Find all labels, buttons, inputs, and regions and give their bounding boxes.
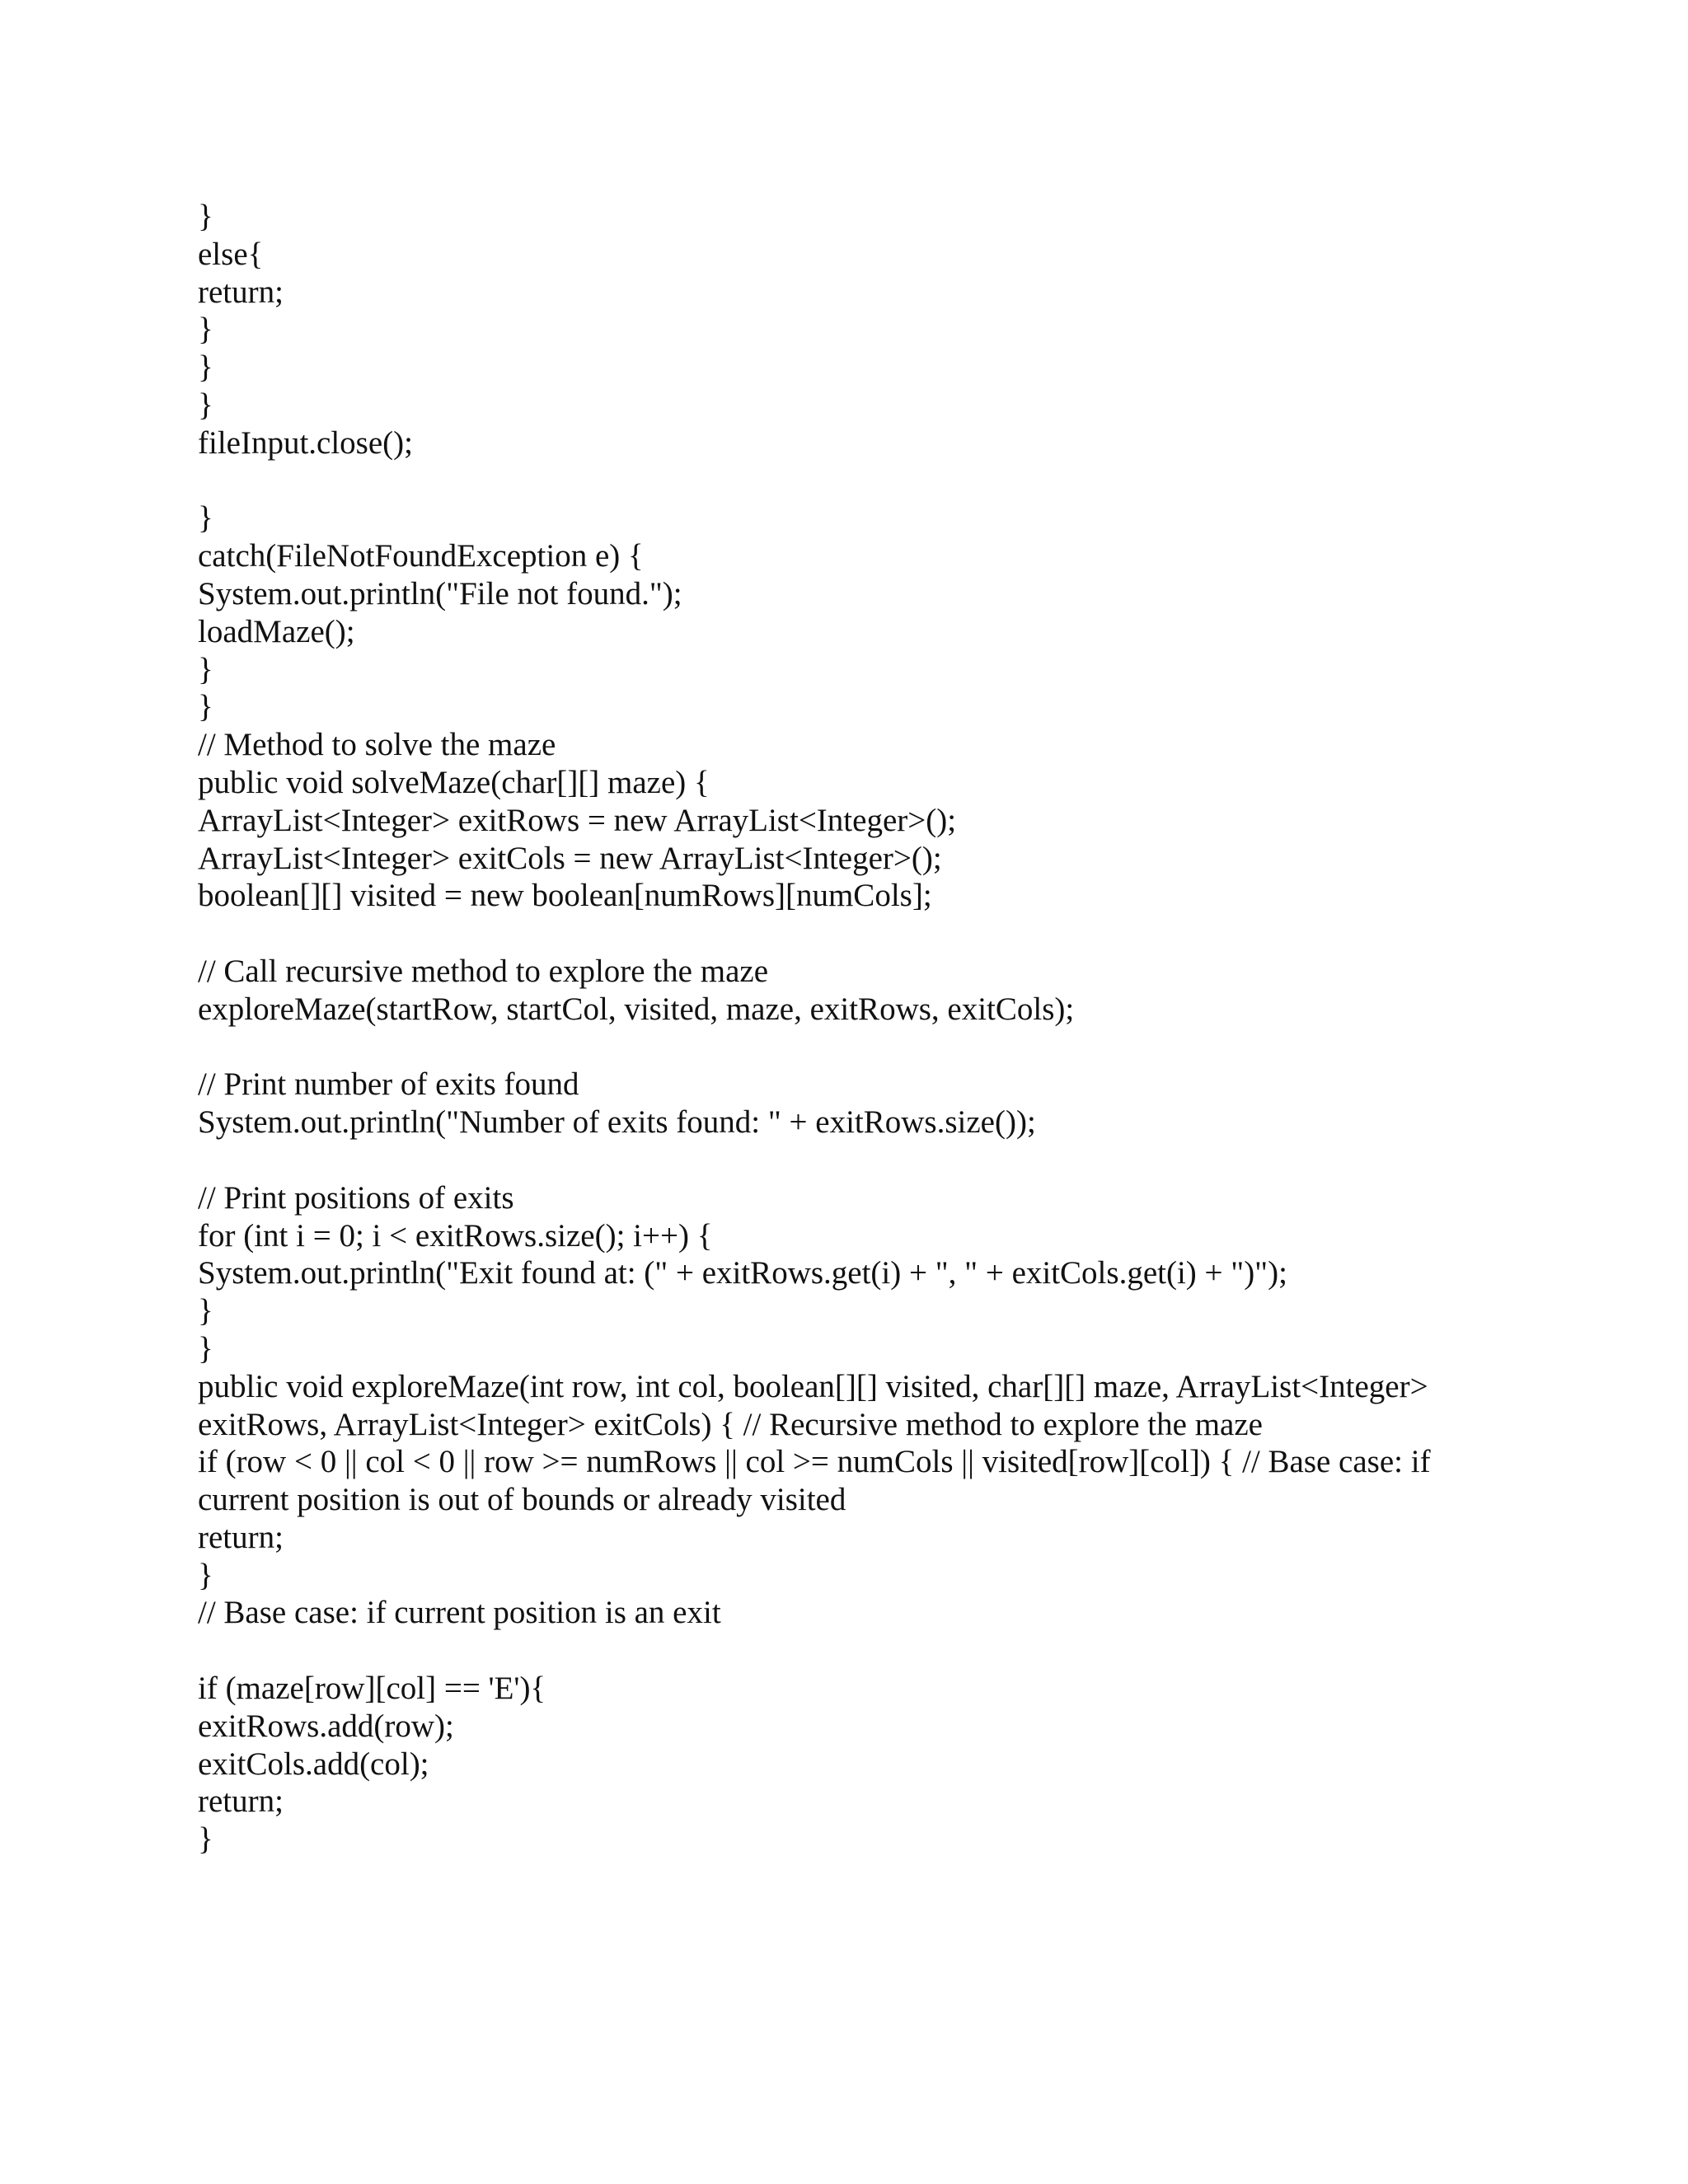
code-line: public void solveMaze(char[][] maze) {: [198, 764, 710, 800]
code-line: // Call recursive method to explore the maze: [198, 953, 769, 989]
code-line: }: [198, 500, 213, 537]
code-line: [198, 915, 1500, 953]
code-line: }: [198, 1293, 213, 1329]
code-line: }: [198, 199, 213, 234]
code-line: System.out.println("Exit found at: (" + exitRows.get(i) + ", " + exitCols.get(i) + ")");: [198, 1255, 1287, 1291]
code-line: }: [198, 349, 213, 386]
code-line: catch(FileNotFoundException e) {: [198, 538, 644, 574]
code-line: }: [198, 1557, 213, 1593]
code-line: current position is out of bounds or already visited: [198, 1482, 846, 1518]
code-line: if (maze[row][col] == 'E'){: [198, 1671, 546, 1707]
code-line: loadMaze();: [198, 613, 355, 649]
code-line: [198, 462, 1500, 500]
code-line: }: [198, 1330, 213, 1366]
code-line: exitRows, ArrayList<Integer> exitCols) { // Recursive method to explore the maze: [198, 1406, 1263, 1442]
code-text-block: [198, 198, 1500, 1858]
code-line: System.out.println("File not found.");: [198, 575, 682, 612]
code-line: }: [198, 312, 213, 348]
code-line: for (int i = 0; i < exitRows.size(); i++) {: [198, 1217, 713, 1254]
code-line: [198, 1632, 1500, 1670]
code-line: }: [198, 387, 213, 423]
code-line: fileInput.close();: [198, 424, 413, 461]
code-line: // Print positions of exits: [198, 1179, 514, 1216]
code-line: public void exploreMaze(int row, int col, boolean[][] visited, char[][] maze, ArrayList<Integer>: [198, 1368, 1428, 1404]
code-line: else{: [198, 236, 264, 272]
code-line: }: [198, 1821, 213, 1858]
code-line: ArrayList<Integer> exitCols = new ArrayList<Integer>();: [198, 840, 942, 876]
code-line: exitCols.add(col);: [198, 1746, 429, 1782]
code-line: // Base case: if current position is an exit: [198, 1595, 721, 1631]
code-line: return;: [198, 1783, 284, 1820]
code-line: [198, 1141, 1500, 1179]
code-line: // Print number of exits found: [198, 1066, 579, 1103]
code-line: // Method to solve the maze: [198, 727, 556, 763]
code-line: exitRows.add(row);: [198, 1708, 454, 1744]
code-line: boolean[][] visited = new boolean[numRows][numCols];: [198, 878, 932, 914]
code-line: return;: [198, 1519, 284, 1555]
code-line: [198, 1029, 1500, 1066]
code-line: }: [198, 689, 213, 725]
code-line: return;: [198, 274, 284, 310]
code-line: if (row < 0 || col < 0 || row >= numRows || col >= numCols || visited[row][col]) { // Base case: if: [198, 1444, 1431, 1480]
code-line: exploreMaze(startRow, startCol, visited, maze, exitRows, exitCols);: [198, 991, 1075, 1027]
code-line: ArrayList<Integer> exitRows = new ArrayList<Integer>();: [198, 802, 957, 838]
code-line: System.out.println("Number of exits found: " + exitRows.size());: [198, 1104, 1036, 1141]
code-line: }: [198, 651, 213, 687]
